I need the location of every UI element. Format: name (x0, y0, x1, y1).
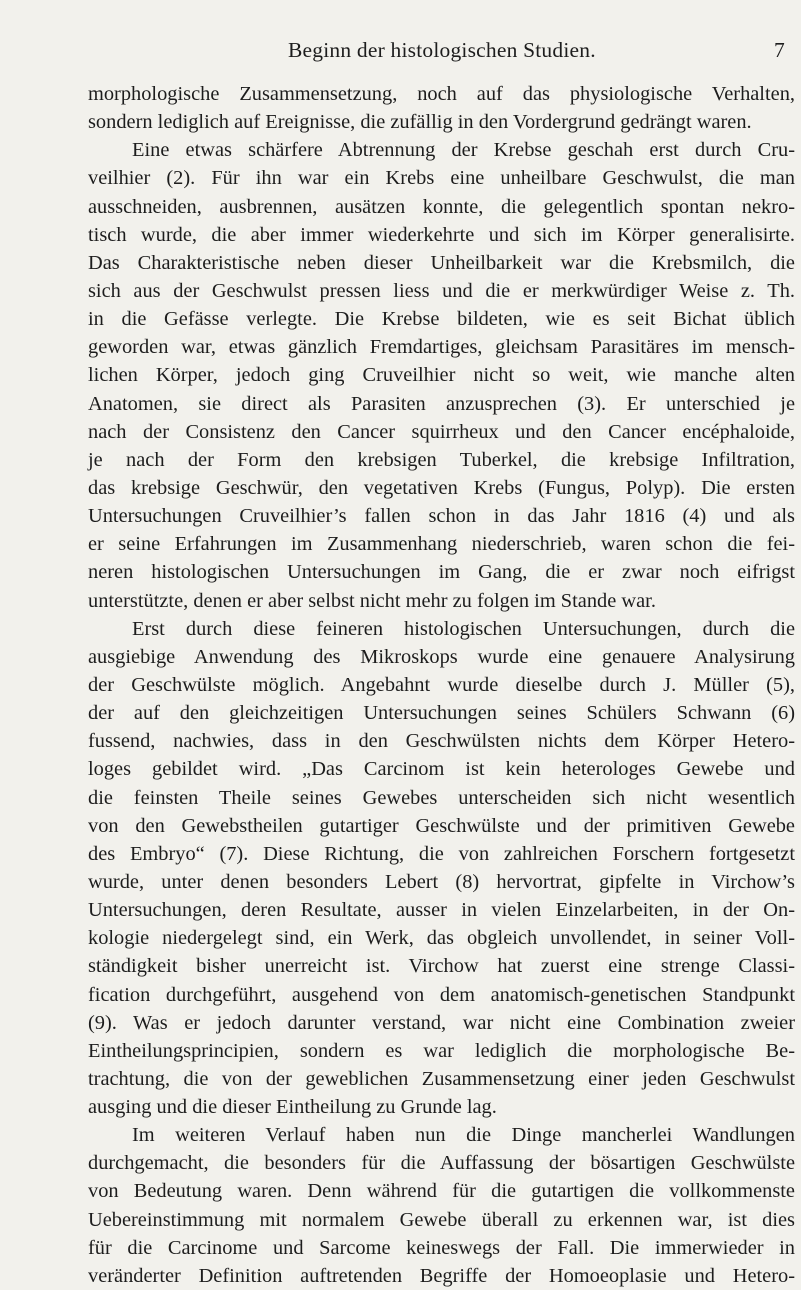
text-line: von den Gewebstheilen gutartiger Geschwülste und der primitiven Gewebe (88, 814, 795, 837)
text-line: ausschneiden, ausbrennen, ausätzen konnte, die gelegentlich spontan nekro- (88, 195, 795, 218)
text-line: für die Carcinome und Sarcome keineswegs der Fall. Die immerwieder in (88, 1236, 795, 1259)
text-line: veränderter Definition auftretenden Begriffe der Homoeoplasie und Hetero- (88, 1264, 795, 1287)
text-line: des Embryo“ (7). Diese Richtung, die von zahlreichen Forschern fortgesetzt (88, 842, 795, 865)
body-text (88, 80, 795, 1290)
text-line: Eintheilungsprincipien, sondern es war lediglich die morphologische Be- (88, 1039, 795, 1062)
text-line: trachtung, die von der geweblichen Zusammensetzung einer jeden Geschwulst (88, 1067, 795, 1090)
running-header (88, 38, 788, 66)
text-line: von Bedeutung waren. Denn während für die gutartigen die vollkommenste (88, 1180, 795, 1203)
text-line: tisch wurde, die aber immer wiederkehrte und sich im Körper generalisirte. (88, 223, 795, 246)
text-line: fication durchgeführt, ausgehend von dem anatomisch-genetischen Standpunkt (88, 983, 795, 1006)
text-line: ausgiebige Anwendung des Mikroskops wurde eine genauere Analysirung (88, 645, 795, 668)
text-line: der auf den gleichzeitigen Untersuchungen seines Schülers Schwann (6) (88, 702, 795, 725)
text-line: loges gebildet wird. „Das Carcinom ist kein heterologes Gewebe und (88, 758, 795, 781)
text-line: wurde, unter denen besonders Lebert (8) hervortrat, gipfelte in Virchow’s (88, 870, 795, 893)
text-line: veilhier (2). Für ihn war ein Krebs eine unheilbare Geschwulst, die man (88, 167, 795, 190)
text-line: sondern lediglich auf Ereignisse, die zufällig in den Vordergrund gedrängt waren. (88, 111, 752, 134)
text-line: fussend, nachwies, dass in den Geschwülsten nichts dem Körper Hetero- (88, 730, 795, 753)
text-line: Anatomen, sie direct als Parasiten anzusprechen (3). Er unterschied je (88, 392, 795, 415)
text-line: ausging und die dieser Eintheilung zu Grunde lag. (88, 1096, 497, 1119)
text-line: nach der Consistenz den Cancer squirrheux und den Cancer encéphaloide, (88, 420, 795, 443)
text-line: morphologische Zusammensetzung, noch auf das physiologische Verhalten, (88, 83, 795, 105)
text-line: das krebsige Geschwür, den vegetativen Krebs (Fungus, Polyp). Die ersten (88, 476, 795, 499)
text-line: geworden war, etwas gänzlich Fremdartiges, gleichsam Parasitäres im mensch- (88, 336, 795, 359)
text-line: Untersuchungen Cruveilhier’s fallen schon in das Jahr 1816 (4) und als (88, 505, 795, 528)
text-line: durchgemacht, die besonders für die Auffassung der bösartigen Geschwülste (88, 1152, 795, 1175)
text-line: unterstützte, denen er aber selbst nicht mehr zu folgen im Stande war. (88, 589, 656, 612)
text-line: kologie niedergelegt sind, ein Werk, das obgleich unvollendet, in seiner Voll- (88, 927, 795, 950)
text-line: lichen Körper, jedoch ging Cruveilhier nicht so weit, wie manche alten (88, 364, 795, 387)
text-line: der Geschwülste möglich. Angebahnt wurde dieselbe durch J. Müller (5), (88, 673, 795, 696)
text-line: (9). Was er jedoch darunter verstand, war nicht eine Combination zweier (88, 1011, 795, 1034)
text-line: Uebereinstimmung mit normalem Gewebe überall zu erkennen war, ist dies (88, 1208, 795, 1231)
text-line: die feinsten Theile seines Gewebes unterscheiden sich nicht wesentlich (88, 786, 795, 809)
text-line: Untersuchungen, deren Resultate, ausser in vielen Einzelarbeiten, in der On- (88, 899, 795, 922)
text-line: Erst durch diese feineren histologischen Untersuchungen, durch die (132, 617, 795, 640)
running-title: Beginn der histologischen Studien. (288, 38, 596, 62)
text-line: er seine Erfahrungen im Zusammenhang niederschrieb, waren schon die fei- (88, 533, 795, 556)
text-line: je nach der Form den krebsigen Tuberkel, die krebsige Infiltration, (88, 448, 795, 471)
text-line: Das Charakteristische neben dieser Unheilbarkeit war die Krebsmilch, die (88, 251, 795, 274)
text-line: ständigkeit bisher unerreicht ist. Virchow hat zuerst eine strenge Classi- (88, 955, 795, 978)
text-line: Im weiteren Verlauf haben nun die Dinge mancherlei Wandlungen (132, 1124, 795, 1147)
text-line: Eine etwas schärfere Abtrennung der Krebse geschah erst durch Cru- (132, 139, 795, 162)
text-line: in die Gefässe verlegte. Die Krebse bildeten, wie es seit Bichat üblich (88, 308, 795, 331)
text-line: neren histologischen Untersuchungen im Gang, die er zwar noch eifrigst (88, 561, 795, 584)
page-number: 7 (774, 38, 785, 62)
text-line: sich aus der Geschwulst pressen liess und die er merkwürdiger Weise z. Th. (88, 279, 795, 302)
